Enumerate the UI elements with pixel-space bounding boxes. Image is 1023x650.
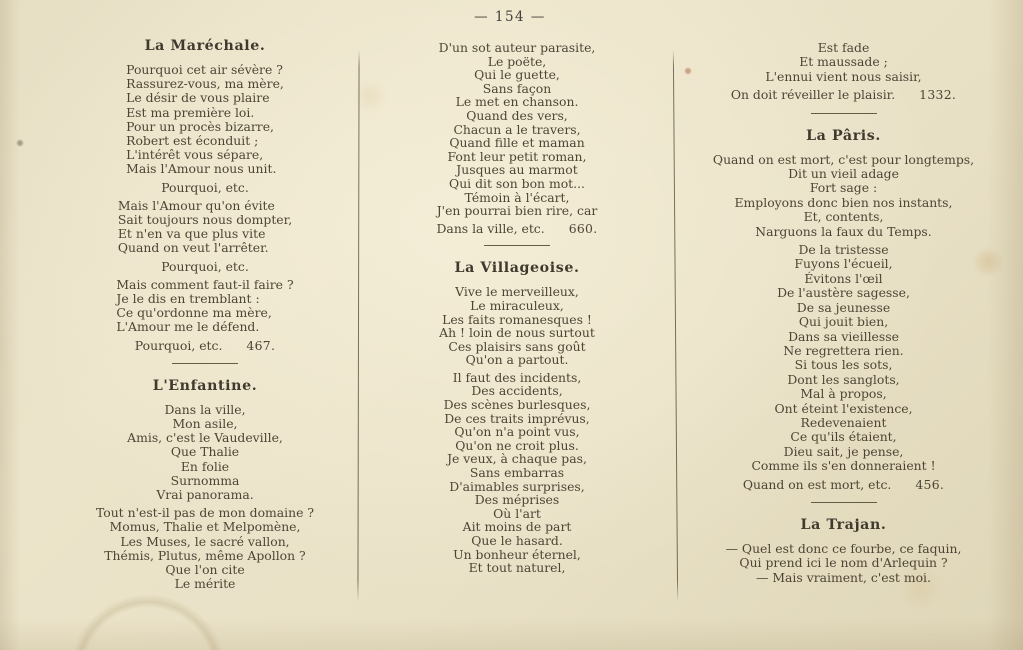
verse-line: J'en pourrai bien rire, car — [436, 203, 598, 219]
song-number: 1332. — [919, 87, 957, 103]
refrain-text: Dans la ville, etc. — [436, 220, 545, 236]
verse-line: Dans la ville, — [164, 401, 246, 417]
verse-line: Jusques au marmot — [456, 162, 578, 178]
column-left — [52, 34, 358, 596]
verse-line: Robert est éconduit ; — [126, 133, 259, 149]
refrain-line — [676, 88, 1011, 102]
verse-stanza — [118, 199, 292, 256]
verse-stanza — [676, 153, 1011, 239]
verse-line: Je veux, à chaque pas, — [447, 451, 587, 467]
refrain-line — [676, 478, 1011, 492]
section-divider — [484, 245, 550, 246]
verse-line: Les faits romanesques ! — [442, 311, 592, 327]
verse-line: Dit un vieil adage — [788, 166, 899, 182]
verse-line: Est ma première loi. — [126, 104, 255, 120]
verse-line: Fuyons l'écueil, — [794, 256, 893, 272]
verse-line: Mais l'Amour nous unit. — [126, 161, 277, 177]
section-divider — [811, 502, 877, 503]
verse-line: L'Amour me le défend. — [116, 319, 260, 335]
verse-line: Et, contents, — [803, 209, 884, 225]
verse-line: — Mais vraiment, c'est moi. — [756, 569, 931, 585]
verse-line: Ne regrettera rien. — [783, 342, 904, 358]
verse-line: D'un sot auteur parasite, — [438, 40, 596, 55]
verse-stanza — [676, 243, 1011, 474]
column-middle — [359, 34, 675, 579]
verse-line: Ait moins de part — [462, 519, 572, 535]
verse-line: Dans sa vieillesse — [788, 328, 899, 344]
song-title: La Maréchale. — [144, 38, 266, 54]
column-right — [676, 34, 1021, 589]
refrain-line — [52, 260, 358, 274]
verse-line: Pourquoi cet air sévère ? — [126, 62, 283, 77]
verse-line: Des accidents, — [471, 383, 563, 399]
verse-line: Témoin à l'écart, — [464, 189, 570, 205]
verse-line: De sa jeunesse — [796, 299, 891, 315]
verse-line: Sans embarras — [469, 465, 565, 481]
verse-line: Qu'on ne croit plus. — [455, 437, 579, 453]
song-title: La Villageoise. — [454, 260, 580, 277]
song-title: L'Enfantine. — [152, 377, 258, 394]
refrain-text: On doit réveiller le plaisir. — [730, 87, 896, 103]
verse-line: Ce qu'ordonne ma mère, — [116, 305, 272, 321]
verse-line: Mal à propos, — [800, 386, 887, 402]
verse-line: Quand on veut l'arrêter. — [117, 240, 269, 256]
verse-stanza — [52, 506, 358, 591]
verse-line: Que le hasard. — [471, 533, 563, 548]
verse-line: Qui prend ici le nom d'Arlequin ? — [739, 555, 948, 571]
verse-line: — Quel est donc ce fourbe, ce faquin, — [725, 540, 962, 556]
verse-line: Un bonheur éternel, — [453, 546, 581, 562]
verse-line: Des scènes burlesques, — [443, 397, 591, 413]
verse-line: Le poëte, — [487, 53, 547, 69]
verse-line: Est fade — [817, 40, 870, 55]
section-divider — [172, 363, 238, 364]
verse-line: Ont éteint l'existence, — [774, 400, 913, 416]
song-title: La Pâris. — [806, 127, 881, 144]
verse-line: Quand on est mort, c'est pour longtemps, — [712, 151, 975, 167]
verse-line: Quand fille et maman — [449, 135, 585, 151]
verse-line: Où l'art — [493, 505, 541, 521]
refrain-text: Pourquoi, etc. — [161, 179, 249, 195]
refrain-line — [52, 181, 358, 195]
verse-stanza — [676, 41, 1011, 84]
verse-stanza — [676, 542, 1011, 585]
verse-line: D'aimables surprises, — [449, 478, 585, 494]
verse-line: Surnomma — [170, 472, 240, 488]
verse-line: Le miraculeux, — [470, 297, 564, 313]
verse-line: Chacun a le travers, — [453, 121, 581, 137]
page-number: — 154 — — [474, 9, 546, 25]
refrain-text: Pourquoi, etc. — [134, 337, 223, 353]
verse-line: De la tristesse — [798, 242, 889, 258]
verse-line: Qui jouit bien, — [798, 314, 889, 330]
verse-line: Qui le guette, — [474, 67, 560, 83]
verse-line: Que l'on cite — [165, 562, 245, 578]
verse-line: Qui dit son bon mot... — [449, 175, 585, 191]
verse-line: Pour un procès bizarre, — [126, 118, 274, 134]
refrain-text: Quand on est mort, etc. — [742, 476, 892, 492]
verse-line: Ah ! loin de nous surtout — [439, 325, 595, 341]
refrain-line — [359, 222, 675, 236]
verse-stanza — [359, 285, 675, 367]
verse-line: Fort sage : — [809, 180, 878, 196]
verse-line: Si tous les sots, — [794, 357, 893, 373]
verse-line: Qu'on a partout. — [465, 352, 569, 368]
verse-line: Dont les sanglots, — [787, 371, 900, 387]
verse-line: Des méprises — [474, 492, 560, 508]
verse-line: Ce qu'ils étaient, — [790, 429, 897, 445]
verse-line: De l'austère sagesse, — [777, 285, 910, 301]
song-title: La Trajan. — [800, 516, 887, 533]
verse-line: L'intérêt vous sépare, — [126, 147, 264, 163]
refrain-text: Pourquoi, etc. — [161, 258, 249, 274]
verse-line: Le mérite — [174, 576, 236, 592]
verse-line: Quand des vers, — [466, 107, 568, 123]
verse-line: Évitons l'œil — [804, 270, 883, 286]
verse-stanza — [359, 41, 675, 218]
verse-line: Rassurez-vous, ma mère, — [126, 76, 284, 92]
verse-stanza — [359, 371, 675, 575]
verse-line: Mais comment faut-il faire ? — [116, 276, 294, 292]
verse-line: Font leur petit roman, — [447, 148, 587, 164]
verse-line: Je le dis en tremblant : — [116, 291, 260, 307]
verse-line: Et tout naturel, — [468, 560, 566, 576]
verse-line: Thémis, Plutus, même Apollon ? — [104, 547, 306, 563]
verse-line: Sait toujours nous dompter, — [117, 212, 293, 228]
verse-line: Et maussade ; — [799, 54, 888, 70]
song-number: 660. — [568, 220, 598, 236]
verse-stanza — [116, 278, 293, 335]
verse-line: Narguons la faux du Temps. — [755, 223, 932, 239]
verse-line: Vive le merveilleux, — [455, 284, 579, 300]
song-number: 456. — [915, 476, 945, 492]
verse-line: En folie — [180, 458, 230, 474]
verse-line: Sans façon — [482, 80, 552, 96]
verse-line: L'ennui vient nous saisir, — [765, 68, 922, 84]
verse-line: Qu'on n'a point vus, — [454, 424, 580, 440]
verse-line: Les Muses, le sacré vallon, — [120, 533, 290, 549]
verse-stanza — [52, 403, 358, 502]
song-number: 467. — [246, 337, 276, 353]
verse-line: Le désir de vous plaire — [126, 90, 270, 106]
verse-line: Le met en chanson. — [455, 94, 579, 110]
verse-line: Amis, c'est le Vaudeville, — [127, 430, 283, 446]
verse-line: Redevenaient — [800, 414, 887, 430]
verse-line: Momus, Thalie et Melpomène, — [109, 519, 301, 535]
verse-line: De ces traits imprévus, — [444, 410, 590, 426]
verse-line: Ces plaisirs sans goût — [448, 338, 586, 354]
verse-line: Mais l'Amour qu'on évite — [117, 197, 275, 213]
verse-line: Tout n'est-il pas de mon domaine ? — [95, 505, 315, 521]
verse-line: Que Thalie — [170, 444, 240, 460]
refrain-line — [52, 339, 358, 353]
verse-line: Mon asile, — [172, 416, 238, 432]
verse-line: Dieu sait, je pense, — [783, 443, 904, 459]
verse-line: Vrai panorama. — [156, 487, 254, 503]
verse-stanza — [126, 63, 284, 177]
verse-line: Comme ils s'en donneraient ! — [751, 458, 936, 474]
verse-line: Et n'en va que plus vite — [117, 226, 266, 242]
page-content — [0, 34, 1023, 602]
section-divider — [811, 113, 877, 114]
verse-line: Employons donc bien nos instants, — [734, 194, 953, 210]
verse-line: Il faut des incidents, — [452, 369, 582, 385]
